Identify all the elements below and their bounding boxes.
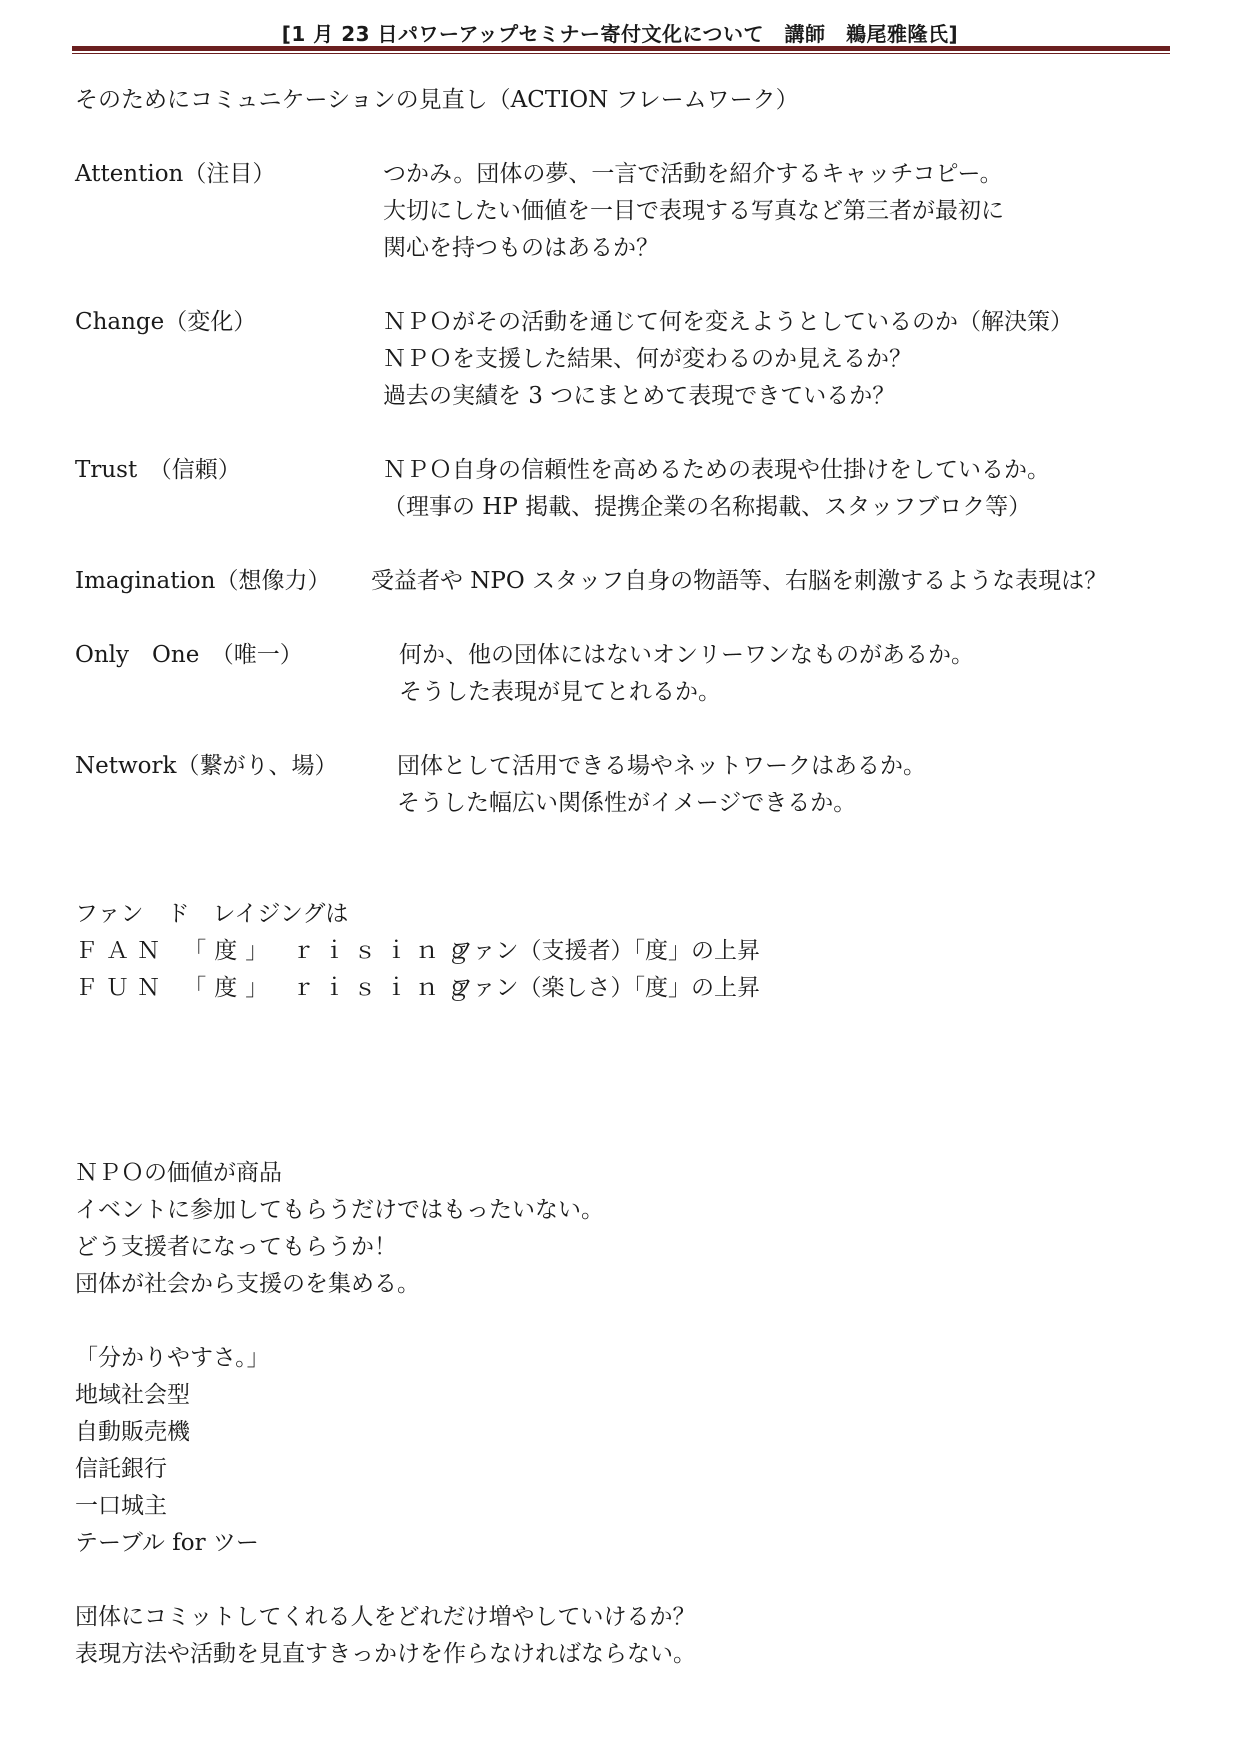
action-item-attention (75, 156, 1175, 267)
clarity-line: 地域社会型 (75, 1382, 190, 1408)
action-desc-line: 何か、他の団体にはないオンリーワンなものがあるか。 (399, 642, 974, 668)
action-desc-line: 大切にしたい価値を一目で表現する写真など第三者が最初に (383, 198, 1004, 224)
fundraising-heading: ファン ド レイジングは (75, 901, 349, 927)
fundraising-row (75, 970, 1175, 1007)
action-item-network (75, 748, 1175, 822)
fundraising-meaning: ファン（支援者）「度」の上昇 (450, 938, 761, 964)
header-rule-thin (72, 53, 1170, 54)
fundraising-meaning: ファン（楽しさ）「度」の上昇 (450, 975, 761, 1001)
document-body (75, 82, 1175, 1673)
action-term: Change（変化） (75, 309, 257, 335)
action-desc-line: そうした表現が見てとれるか。 (399, 679, 721, 705)
action-item-imagination (75, 563, 1175, 600)
action-desc-line: 受益者や NPO スタッフ自身の物語等、右脳を刺激するような表現は？ (371, 568, 1108, 594)
action-item-change (75, 304, 1175, 415)
action-desc-line: 関心を持つものはあるか？ (383, 235, 659, 261)
value-line: どう支援者になってもらうか！ (75, 1234, 397, 1260)
action-desc-line: つかみ。団体の夢、一言で活動を紹介するキャッチコピー。 (383, 161, 1003, 187)
action-desc (371, 563, 1107, 600)
value-line: イベントに参加してもらうだけではもったいない。 (75, 1197, 604, 1223)
fundraising-code: ＦＵＮ 「度」 ｒｉｓｉｎｇ (75, 975, 478, 1001)
action-term: Network（繋がり、場） (75, 753, 338, 779)
action-desc-line: ＮＰＯを支援した結果、何が変わるのか見えるか？ (383, 346, 912, 372)
fundraising-row (75, 933, 1175, 970)
value-line: 団体が社会から支援のを集める。 (75, 1271, 420, 1297)
action-desc (383, 304, 1073, 415)
header-title: [1 月 23 日パワーアップセミナー寄付文化について 講師 鵜尾雅隆氏] (281, 22, 959, 46)
clarity-line: 信託銀行 (75, 1456, 167, 1482)
action-desc-line: ＮＰＯ自身の信頼性を高めるための表現や仕掛けをしているか。 (383, 457, 1050, 483)
action-term: Trust （信頼） (75, 457, 241, 483)
action-desc-line: 団体として活用できる場やネットワークはあるか。 (397, 753, 926, 779)
header-rule (72, 46, 1170, 51)
action-desc (383, 156, 1004, 267)
clarity-line: 自動販売機 (75, 1419, 190, 1445)
fundraising-code: ＦＡＮ 「度」 ｒｉｓｉｎｇ (75, 938, 478, 964)
intro-line: そのためにコミュニケーションの見直し（ACTION フレームワーク） (75, 87, 799, 113)
action-term: Imagination（想像力） (75, 568, 331, 594)
action-desc-line: ＮＰＯがその活動を通じて何を変えようとしているのか（解決策） (383, 309, 1073, 335)
clarity-line: テーブル for ツー (75, 1530, 259, 1556)
closing-line: 表現方法や活動を見直すきっかけを作らなければならない。 (75, 1641, 696, 1667)
closing-line: 団体にコミットしてくれる人をどれだけ増やしていけるか？ (75, 1604, 696, 1630)
action-term: Only One （唯一） (75, 642, 303, 668)
action-item-trust (75, 452, 1175, 526)
action-desc-line: そうした幅広い関係性がイメージできるか。 (397, 790, 857, 816)
action-desc-line: 過去の実績を 3 つにまとめて表現できているか？ (383, 383, 896, 409)
action-desc-line: （理事の HP 掲載、提携企業の名称掲載、スタッフブロク等） (383, 494, 1032, 520)
value-line: ＮＰＯの価値が商品 (75, 1160, 282, 1186)
action-desc (399, 637, 974, 711)
clarity-line: 「分かりやすさ。」 (75, 1345, 270, 1371)
action-item-only-one (75, 637, 1175, 711)
clarity-line: 一口城主 (75, 1493, 167, 1519)
action-desc (383, 452, 1050, 526)
action-term: Attention（注目） (75, 161, 276, 187)
action-desc (397, 748, 926, 822)
